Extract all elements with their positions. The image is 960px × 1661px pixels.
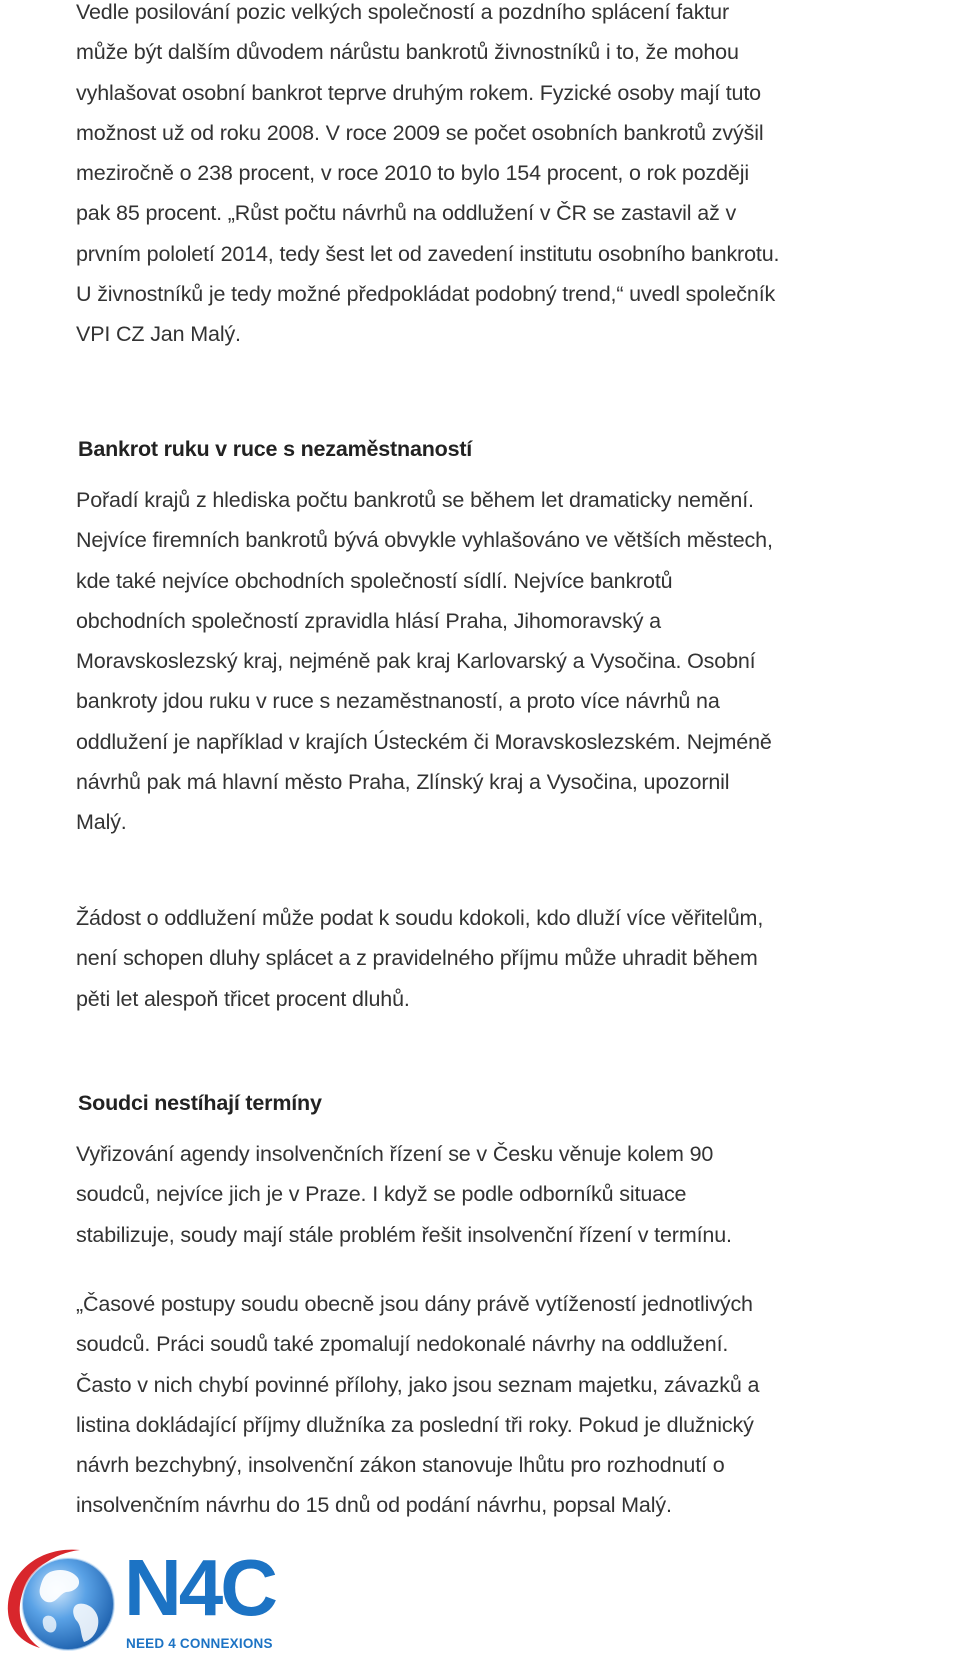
text-line: Malý.	[76, 810, 127, 835]
text-line: meziročně o 238 procent, v roce 2010 to bylo 154 procent, o rok později	[76, 161, 749, 186]
text-line: kde také nejvíce obchodních společností sídlí. Nejvíce bankrotů	[76, 568, 673, 593]
text-line: insolvenčním návrhu do 15 dnů od podání návrhu, popsal Malý.	[76, 1493, 672, 1518]
section-heading-soudci: Soudci nestíhají termíny	[78, 1091, 322, 1115]
soudci-paragraph-1	[76, 1134, 956, 1255]
text-line: Moravskoslezský kraj, nejméně pak kraj Karlovarský a Vysočina. Osobní	[76, 649, 756, 674]
text-line: VPI CZ Jan Malý.	[76, 322, 241, 347]
text-line: Vyřizování agendy insolvenčních řízení se v Česku věnuje kolem 90	[76, 1142, 714, 1166]
text-line: návrhů pak má hlavní město Praha, Zlínský kraj a Vysočina, upozornil	[76, 770, 730, 795]
logo-tagline: NEED 4 CONNEXIONS	[126, 1636, 273, 1651]
globe-icon	[0, 1542, 124, 1656]
soudci-paragraph-2	[76, 1284, 956, 1526]
text-line: soudců. Práci soudů také zpomalují nedokonalé návrhy na oddlužení.	[76, 1332, 729, 1357]
text-line: soudců, nejvíce jich je v Praze. I když se podle odborníků situace	[76, 1182, 687, 1207]
text-line: stabilizuje, soudy mají stále problém řešit insolvenční řízení v termínu.	[76, 1222, 732, 1247]
bankrot-paragraph-1	[76, 480, 956, 843]
text-line: „Časové postupy soudu obecně jsou dány právě vytížeností jednotlivých	[76, 1292, 753, 1316]
text-line: prvním pololetí 2014, tedy šest let od zavedení institutu osobního bankrotu.	[76, 241, 780, 266]
text-line: není schopen dluhy splácet a z pravidelného příjmu může uhradit během	[76, 946, 758, 971]
text-line: může být dalším důvodem nárůstu bankrotů živnostníků i to, že mohou	[76, 40, 739, 65]
n4c-logo	[0, 1536, 300, 1656]
section-heading-bankrot: Bankrot ruku v ruce s nezaměstnaností	[78, 437, 473, 461]
text-line: Často v nich chybí povinné přílohy, jako jsou seznam majetku, závazků a	[76, 1372, 760, 1397]
text-line: Nejvíce firemních bankrotů bývá obvykle vyhlašováno ve větších městech,	[76, 528, 773, 553]
text-line: bankroty jdou ruku v ruce s nezaměstnaností, a proto více návrhů na	[76, 689, 720, 714]
text-line: Žádost o oddlužení může podat k soudu kdokoli, kdo dluží více věřitelům,	[76, 906, 764, 930]
text-line: návrh bezchybný, insolvenční zákon stanovuje lhůtu pro rozhodnutí o	[76, 1453, 725, 1478]
bankrot-paragraph-2	[76, 898, 956, 1019]
intro-paragraph	[76, 0, 956, 355]
text-line: listina dokládající příjmy dlužníka za poslední tři roky. Pokud je dlužnický	[76, 1412, 754, 1437]
text-line: pak 85 procent. „Růst počtu návrhů na oddlužení v ČR se zastavil až v	[76, 201, 737, 226]
text-line: U živnostníků je tedy možné předpokládat podobný trend,“ uvedl společník	[76, 282, 776, 307]
text-line: pěti let alespoň třicet procent dluhů.	[76, 986, 410, 1011]
text-line: Vedle posilování pozic velkých společností a pozdního splácení faktur	[76, 0, 729, 24]
text-line: oddlužení je například v krajích Ústeckém či Moravskoslezském. Nejméně	[76, 729, 772, 754]
text-line: možnost už od roku 2008. V roce 2009 se počet osobních bankrotů zvýšil	[76, 120, 764, 145]
text-line: vyhlašovat osobní bankrot teprve druhým rokem. Fyzické osoby mají tuto	[76, 80, 761, 105]
text-line: obchodních společností zpravidla hlásí Praha, Jihomoravský a	[76, 608, 661, 633]
text-line: Pořadí krajů z hlediska počtu bankrotů se během let dramaticky nemění.	[76, 488, 754, 512]
logo-wordmark: N4C	[124, 1543, 276, 1632]
